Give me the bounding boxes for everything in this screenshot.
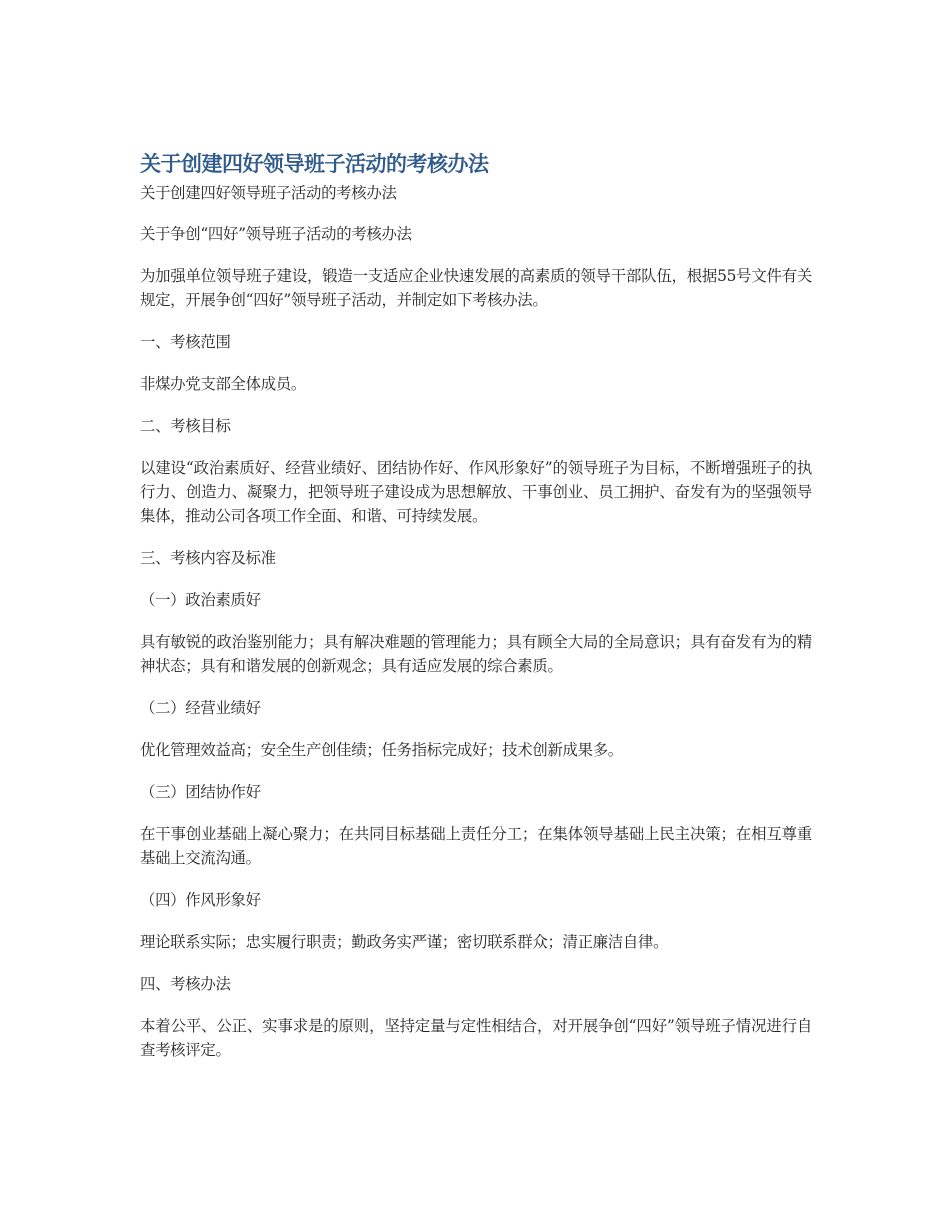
section-heading: 二、考核目标 (140, 417, 231, 435)
subsection-heading: （三）团结协作好 (140, 783, 261, 801)
paragraph: 在干事创业基础上凝心聚力；在共同目标基础上责任分工；在集体领导基础上民主决策；在相互尊重基础上交流沟通。 (140, 825, 812, 867)
section-heading: 四、考核办法 (140, 975, 231, 993)
document-title: 关于创建四好领导班子活动的考核办法 (140, 152, 489, 176)
section-heading: 一、考核范围 (140, 333, 231, 351)
subsection-heading: （二）经营业绩好 (140, 699, 261, 717)
paragraph: 非煤办党支部全体成员。 (140, 375, 306, 393)
paragraph: 本着公平、公正、实事求是的原则，坚持定量与定性相结合，对开展争创“四好”领导班子情况进行自查考核评定。 (140, 1017, 812, 1059)
section-heading: 三、考核内容及标准 (140, 549, 276, 567)
document-subtitle: 关于创建四好领导班子活动的考核办法 (140, 184, 397, 202)
subsection-heading: （一）政治素质好 (140, 591, 261, 609)
subsection-heading: （四）作风形象好 (140, 891, 261, 909)
paragraph: 具有敏锐的政治鉴别能力；具有解决难题的管理能力；具有顾全大局的全局意识；具有奋发有为的精神状态；具有和谐发展的创新观念；具有适应发展的综合素质。 (140, 633, 812, 675)
paragraph: 以建设“政治素质好、经营业绩好、团结协作好、作风形象好”的领导班子为目标，不断增强班子的执行力、创造力、凝聚力，把领导班子建设成为思想解放、干事创业、员工拥护、奋发有为的坚强领导集体，推动公司各项工作全面、和谐、可持续发展。 (140, 459, 812, 525)
paragraph: 优化管理效益高；安全生产创佳绩；任务指标完成好；技术创新成果多。 (140, 741, 623, 759)
paragraph: 理论联系实际；忠实履行职责；勤政务实严谨；密切联系群众；清正廉洁自律。 (140, 933, 669, 951)
document-page (140, 148, 812, 1080)
paragraph: 关于争创“四好”领导班子活动的考核办法 (140, 225, 412, 243)
paragraph: 为加强单位领导班子建设，锻造一支适应企业快速发展的高素质的领导干部队伍，根据55号文件有关规定，开展争创“四好”领导班子活动，并制定如下考核办法。 (140, 267, 812, 309)
